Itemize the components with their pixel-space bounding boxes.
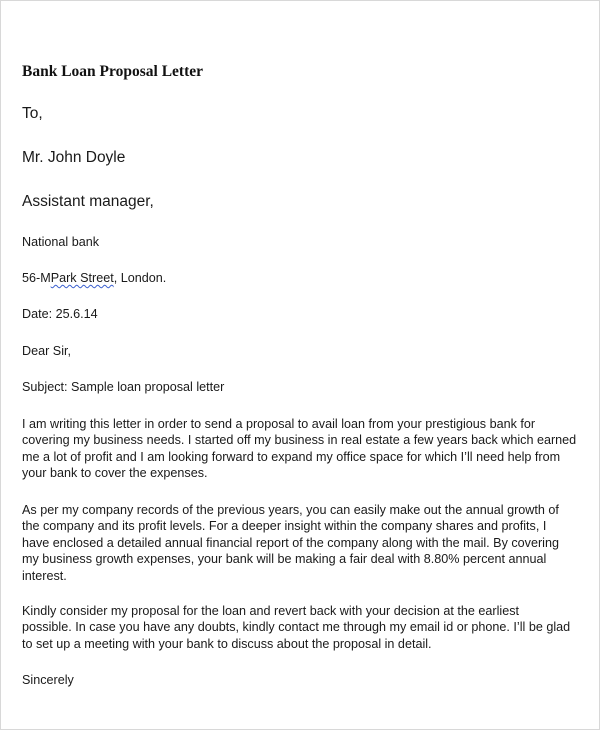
paragraph-line: possible. In case you have any doubts, kindly contact me through my email id or phone. I’ll be glad bbox=[22, 620, 571, 635]
to-line: To, bbox=[22, 105, 43, 122]
paragraph-line: me a lot of profit and I am looking forward to expand my office space for which I’ll need help from bbox=[22, 449, 561, 464]
address-street: Park Street bbox=[50, 271, 114, 285]
paragraph-1 bbox=[22, 416, 576, 482]
address-line bbox=[22, 271, 166, 285]
paragraph-line: interest. bbox=[22, 568, 67, 583]
bank-name: National bank bbox=[22, 235, 100, 249]
paragraph-line: to set up a meeting with your bank to discuss about the proposal in detail. bbox=[22, 636, 432, 651]
letter-title: Bank Loan Proposal Letter bbox=[22, 63, 203, 80]
paragraph-3 bbox=[22, 603, 570, 652]
subject-line: Subject: Sample loan proposal letter bbox=[22, 380, 225, 394]
paragraph-line: my business growth expenses, your bank will be making a fair deal with 8.80% percent annual bbox=[22, 552, 547, 567]
paragraph-line: the company and its profit levels. For a deeper insight within the company shares and profits, I bbox=[22, 519, 547, 534]
paragraph-line: have enclosed a detailed annual financial report of the company along with the mail. By covering bbox=[22, 535, 559, 550]
address-suffix: , London. bbox=[113, 271, 167, 285]
address-prefix: 56-M bbox=[22, 271, 51, 285]
paragraph-line: I am writing this letter in order to send a proposal to avail loan from your prestigious bank for bbox=[22, 417, 536, 431]
date-line: Date: 25.6.14 bbox=[22, 307, 98, 321]
paragraph-line: As per my company records of the previous years, you can easily make out the annual growth of bbox=[22, 503, 559, 517]
closing: Sincerely bbox=[22, 673, 74, 687]
paragraph-line: covering my business needs. I started off my business in real estate a few years back which earned bbox=[22, 433, 577, 448]
recipient-title: Assistant manager, bbox=[22, 193, 154, 210]
paragraph-2 bbox=[22, 502, 559, 584]
paragraph-line: your bank to cover the expenses. bbox=[22, 466, 208, 481]
paragraph-line: Kindly consider my proposal for the loan and revert back with your decision at the earliest bbox=[22, 604, 520, 618]
recipient-name: Mr. John Doyle bbox=[22, 149, 126, 166]
salutation: Dear Sir, bbox=[22, 344, 71, 358]
